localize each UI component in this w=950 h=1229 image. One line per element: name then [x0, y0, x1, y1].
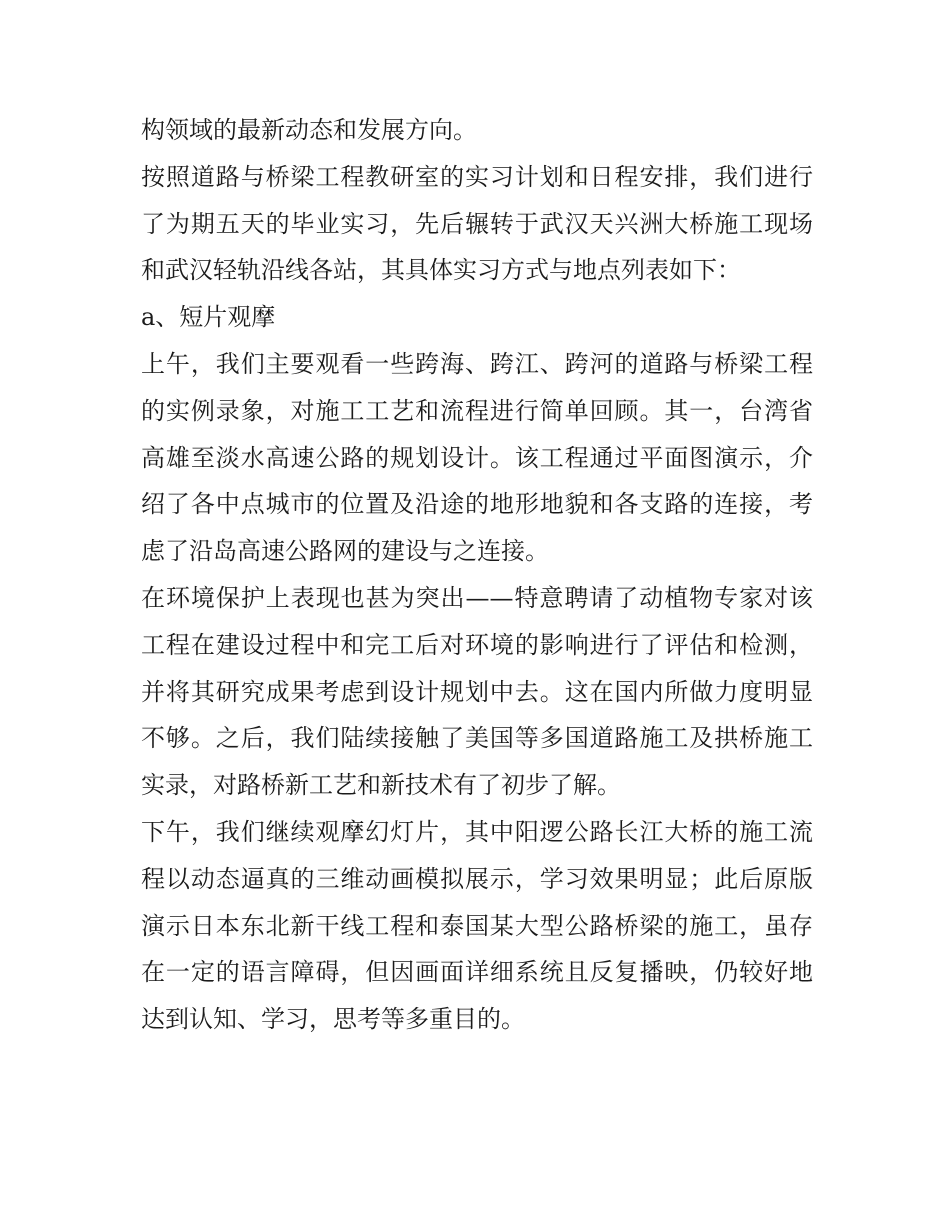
text-line: 达到认知、学习，思考等多重目的。 — [141, 1005, 525, 1034]
text-line: 的实例录象，对施工工艺和流程进行简单回顾。其一，台湾省 — [141, 396, 813, 425]
text-line: 工程在建设过程中和完工后对环境的影响进行了评估和检测， — [141, 630, 813, 659]
text-line: 虑了沿岛高速公路网的建设与之连接。 — [141, 537, 549, 566]
text-line: 程以动态逼真的三维动画模拟展示，学习效果明显；此后原版 — [141, 864, 813, 893]
text-line: 了为期五天的毕业实习，先后辗转于武汉天兴洲大桥施工现场 — [141, 209, 813, 238]
section-heading: a、短片观摩 — [141, 303, 276, 332]
text-line: 在一定的语言障碍，但因画面详细系统且反复播映，仍较好地 — [141, 958, 813, 987]
text-line: 并将其研究成果考虑到设计规划中去。这在国内所做力度明显 — [141, 677, 813, 706]
text-line: 上午，我们主要观看一些跨海、跨江、跨河的道路与桥梁工程 — [141, 349, 813, 378]
text-line: 和武汉轻轨沿线各站，其具体实习方式与地点列表如下： — [141, 256, 741, 285]
text-line: 按照道路与桥梁工程教研室的实习计划和日程安排，我们进行 — [141, 162, 813, 191]
text-line: 实录，对路桥新工艺和新技术有了初步了解。 — [141, 771, 621, 800]
text-line: 高雄至淡水高速公路的规划设计。该工程通过平面图演示，介 — [141, 443, 813, 472]
text-line: 构领域的最新动态和发展方向。 — [141, 116, 477, 144]
text-line: 绍了各中点城市的位置及沿途的地形地貌和各支路的连接，考 — [141, 490, 813, 519]
text-line: 在环境保护上表现也甚为突出——特意聘请了动植物专家对该 — [141, 583, 813, 612]
text-line: 下午，我们继续观摩幻灯片，其中阳逻公路长江大桥的施工流 — [141, 817, 813, 846]
text-line: 不够。之后，我们陆续接触了美国等多国道路施工及拱桥施工 — [141, 724, 813, 753]
text-line: 演示日本东北新干线工程和泰国某大型公路桥梁的施工，虽存 — [141, 911, 813, 940]
document-body — [141, 107, 813, 1043]
